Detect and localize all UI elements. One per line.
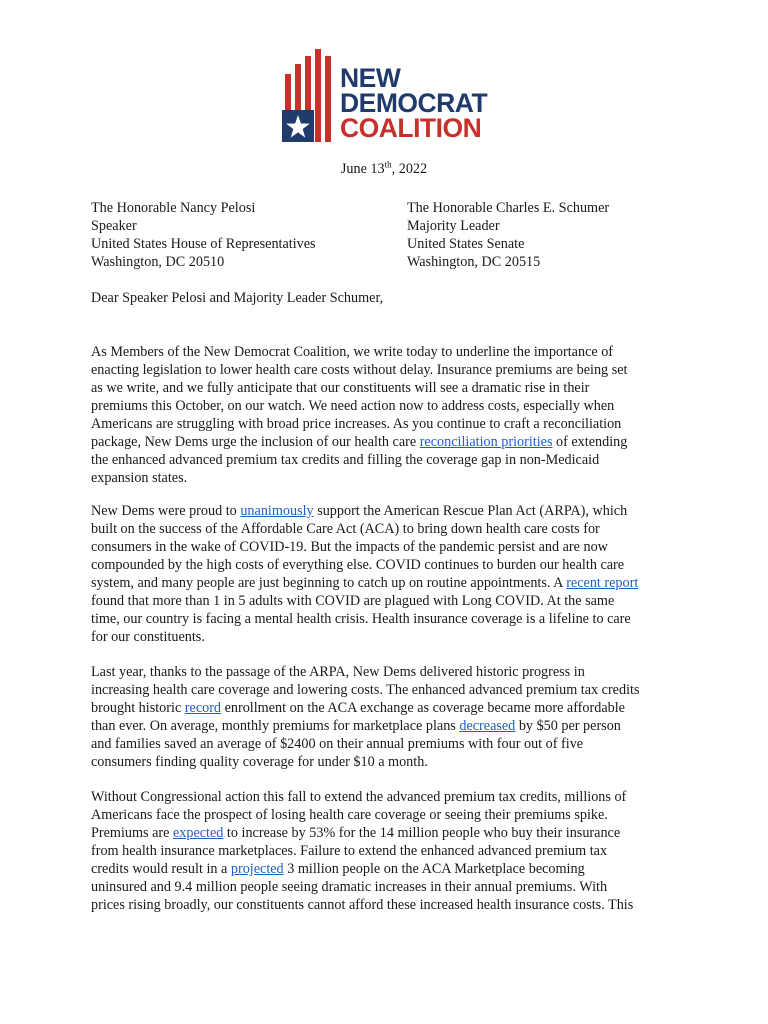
text-segment: and families saved an average of $2400 on their annual premiums with four out of five [91, 736, 584, 752]
addressee-line: Washington, DC 20510 [91, 254, 225, 270]
text-line [91, 415, 691, 433]
text-segment: from health insurance marketplaces. Failure to extend the enhanced advanced premium tax [91, 843, 608, 859]
hyperlink[interactable]: decreased [459, 718, 516, 734]
text-line [91, 896, 691, 914]
text-segment: time, our country is facing a mental health crisis. Health insurance coverage is a lifeline to care [91, 611, 631, 627]
text-segment: increasing health care coverage and lowering costs. The enhanced advanced premium tax credits [91, 682, 640, 698]
date-month-day: June 13 [340, 161, 385, 177]
new-democrat-coalition-logo [282, 46, 492, 146]
addressee-pelosi [91, 199, 316, 271]
hyperlink[interactable]: projected [230, 861, 284, 877]
text-segment: found that more than 1 in 5 adults with COVID are plagued with Long COVID. At the same [91, 593, 615, 609]
text-segment: the enhanced advanced premium tax credits and filling the coverage gap in non-Medicaid [91, 452, 600, 468]
addressee-line: United States House of Representatives [91, 236, 316, 252]
text-line [91, 860, 691, 878]
logo-line-new: NEW [340, 63, 401, 93]
date-year: , 2022 [391, 161, 428, 177]
text-segment: of extending [552, 434, 628, 450]
addressee-line: United States Senate [407, 236, 525, 252]
text-line [91, 628, 691, 646]
text-segment: enrollment on the ACA exchange as coverage became more affordable [221, 700, 625, 716]
text-segment: support the American Rescue Plan Act (ARPA), which [313, 503, 628, 519]
hyperlink[interactable]: record [184, 700, 222, 716]
addressee-line: The Honorable Nancy Pelosi [91, 200, 256, 216]
text-line [91, 343, 691, 361]
addressee-line: Speaker [91, 218, 137, 234]
text-line [91, 610, 691, 628]
text-line [91, 878, 691, 896]
text-segment: built on the success of the Affordable Care Act (ACA) to bring down health care costs for [91, 521, 600, 537]
hyperlink[interactable]: recent report [566, 575, 639, 591]
text-segment: system, and many people are just beginning to catch up on routine appointments. A [91, 575, 567, 591]
text-segment: by $50 per person [515, 718, 621, 734]
text-line [91, 699, 691, 717]
text-line [91, 538, 691, 556]
text-line [91, 502, 691, 520]
text-line [91, 451, 691, 469]
addressee-line: The Honorable Charles E. Schumer [407, 200, 610, 216]
logo-wordmark [340, 63, 488, 143]
text-line [91, 824, 691, 842]
text-segment: than ever. On average, monthly premiums for marketplace plans [91, 718, 460, 734]
text-segment: Premiums are [91, 825, 173, 841]
text-line [91, 397, 691, 415]
text-segment: brought historic [91, 700, 185, 716]
text-line [91, 574, 691, 592]
text-segment: compounded by the high costs of everything else. COVID continues to burden our health care [91, 557, 625, 573]
addressee-schumer [407, 199, 609, 271]
text-segment: Without Congressional action this fall to extend the advanced premium tax credits, millions of [91, 789, 627, 805]
hyperlink[interactable]: unanimously [240, 503, 314, 519]
text-segment: as we write, and we fully anticipate that our constituents will see a dramatic rise in their [91, 380, 590, 396]
text-line [91, 379, 691, 397]
hyperlink[interactable]: reconciliation priorities [419, 434, 553, 450]
date-ordinal: th [384, 159, 392, 170]
text-line [91, 556, 691, 574]
logo-line-coalition: COALITION [340, 113, 482, 143]
text-line [91, 735, 691, 753]
text-line [91, 469, 691, 487]
text-segment: As Members of the New Democrat Coalition, we write today to underline the importance of [91, 344, 614, 360]
addressee-line: Washington, DC 20515 [407, 254, 541, 270]
text-segment: credits would result in a [91, 861, 231, 877]
text-line [91, 681, 691, 699]
text-segment: for our constituents. [91, 629, 205, 645]
text-segment: expansion states. [91, 470, 188, 486]
text-segment: consumers finding quality coverage for under $10 a month. [91, 754, 428, 770]
hyperlink[interactable]: expected [172, 825, 224, 841]
text-segment: package, New Dems urge the inclusion of our health care [91, 434, 420, 450]
logo-line-democrat: DEMOCRAT [340, 88, 488, 118]
text-segment: consumers in the wake of COVID-19. But the impacts of the pandemic persist and are now [91, 539, 608, 555]
paragraph-2 [91, 502, 691, 646]
letter-date [0, 160, 768, 178]
text-line [91, 806, 691, 824]
paragraph-3 [91, 663, 691, 771]
text-segment: premiums this October, on our watch. We need action now to address costs, especially when [91, 398, 615, 414]
paragraph-4 [91, 788, 691, 914]
text-line [91, 842, 691, 860]
text-segment: New Dems were proud to [91, 503, 241, 519]
text-segment: Americans face the prospect of losing health care coverage or seeing their premiums spike. [91, 807, 608, 823]
text-line [91, 717, 691, 735]
salutation: Dear Speaker Pelosi and Majority Leader Schumer, [91, 290, 384, 306]
text-line [91, 753, 691, 771]
text-line [91, 592, 691, 610]
addressee-line: Majority Leader [407, 218, 500, 234]
bars-flag-icon [282, 46, 340, 142]
text-line [91, 788, 691, 806]
paragraph-1 [91, 343, 691, 487]
text-line [91, 433, 691, 451]
text-segment: to increase by 53% for the 14 million people who buy their insurance [223, 825, 621, 841]
text-segment: uninsured and 9.4 million people seeing dramatic increases in their annual premiums. With [91, 879, 608, 895]
text-line [91, 361, 691, 379]
text-segment: Americans are struggling with broad price increases. As you continue to craft a reconciliation [91, 416, 622, 432]
text-segment: enacting legislation to lower health care costs without delay. Insurance premiums are being set [91, 362, 628, 378]
text-segment: Last year, thanks to the passage of the ARPA, New Dems delivered historic progress in [91, 664, 585, 680]
text-line [91, 520, 691, 538]
text-segment: 3 million people on the ACA Marketplace becoming [283, 861, 585, 877]
text-line [91, 663, 691, 681]
text-segment: prices rising broadly, our constituents cannot afford these increased health insurance costs. This [91, 897, 634, 913]
